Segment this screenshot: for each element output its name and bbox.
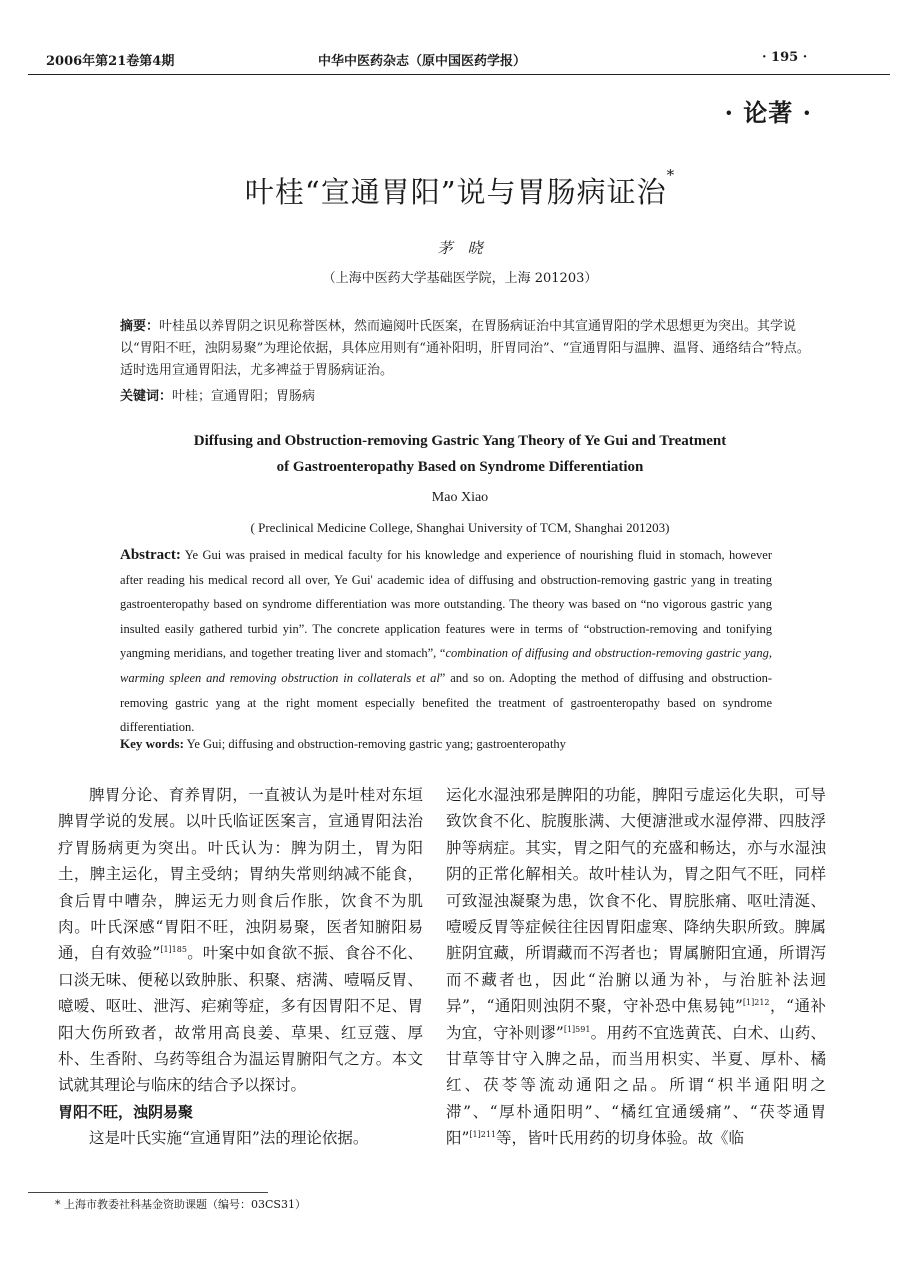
body-paragraph: [446, 782, 826, 1152]
title-footnote-mark: *: [666, 166, 676, 184]
abstract-en-text-a: Ye Gui was praised in medical faculty for his knowledge and experience of nourishing fluid in stomach, however after reading his medical record all over, Ye Gui' academic idea of diffusing and obstruction-removing gastric yang in treating gastroenteropathy based on syndrome differentiation was more outstanding. The theory was based on “no vigorous gastric yang insulted easily gathered turbid yin”. The concrete application features were in terms of “obstruction-removing and tonifying yangming meridians, and together treating liver and stomach”, “: [120, 548, 772, 661]
journal-name: 中华中医药杂志（原中国医药学报）: [318, 54, 527, 69]
body-paragraph: 这是叶氏实施“宣通胃阳”法的理论依据。: [89, 1129, 369, 1148]
body-text: ，“通补为宜，守补则谬”: [446, 997, 826, 1042]
abstract-en-text-italic: combination of diffusing and obstruction-removing gastric yang, warming spleen and removing obstruction in collaterals et al: [120, 646, 772, 685]
article-title: [0, 166, 920, 211]
keywords-en: [120, 736, 780, 752]
body-text: 。叶案中如食欲不振、食谷不化、口淡无味、便秘以致肿胀、积聚、痞满、噎嗝反胃、噫嗳、呕吐、泄泻、疟痢等症，多有因胃阳不足、胃阳大伤所致者，故常用高良姜、草果、红豆蔻、厚朴、生香附、乌药等组合为温运胃腑阳气之方。本文试就其理论与临床的结合予以探讨。: [58, 944, 423, 1095]
keywords-cn-label: 关键词：: [120, 389, 173, 404]
abstract-cn-label: 摘要：: [120, 319, 160, 334]
body-text: 。用药不宜选黄芪、白术、山药、甘草等甘守入脾之品，而当用枳实、半夏、厚朴、橘红、茯苓等流动通阳之品。所谓“枳半通阳明之滞”、“厚朴通阳明”、“橘红宜通缓痛”、“茯苓通胃阳”: [446, 1023, 826, 1148]
body-right-column: [446, 782, 826, 1152]
body-text: 脾胃分论、育养胃阴，一直被认为是叶桂对东垣脾胃学说的发展。以叶氏临证医案言，宣通胃阳法治疗胃肠病更为突出。叶氏认为：脾为阴土，胃为阳土，脾主运化，胃主受纳；胃纳失常则纳减不能食，食后胃中嘈杂，脾运无力则食后作胀，饮食不为肌肉。叶氏深感“胃阳不旺，浊阴易聚，医者知腑阳易通，自有效验”: [58, 786, 423, 963]
page-number: · 195 ·: [762, 50, 808, 65]
body-text: 运化水湿浊邪是脾阳的功能，脾阳亏虚运化失职，可导致饮食不化、脘腹胀满、大便溏泄或水湿停滞、四肢浮肿等病症。其实，胃之阳气的充盛和畅达，亦与水湿浊阴的正常化解相关。故叶桂认为，胃之阳气不旺，同样可致湿浊凝聚为患，饮食不化、胃脘胀痛、呕吐清涎、噎嗳反胃等症候往往因胃阳虚寒、降纳失职所致。脾属脏阴宜藏，所谓藏而不泻者也；胃属腑阳宜通，所谓泻而不藏者也，因此“治腑以通为补，与治脏补法迥异”，“通阳则浊阴不聚，守补恐中焦易钝”: [446, 786, 826, 1016]
journal-issue: 2006年第21卷第4期: [46, 54, 175, 69]
keywords-en-text: Ye Gui; diffusing and obstruction-removing gastric yang; gastroenteropathy: [183, 737, 566, 751]
abstract-en-text-b: ” and so on. Adopting the method of diffusing and obstruction-removing gastric yang at the right moment especially benefited the treatment of gastroenteropathy based on syndrome differentiation.: [120, 670, 772, 735]
article-title-text: 叶桂“宣通胃阳”说与胃肠病证治: [244, 175, 667, 209]
english-affiliation: ( Preclinical Medicine College, Shanghai University of TCM, Shanghai 201203): [250, 520, 670, 535]
header-rule: [28, 74, 890, 75]
citation: [1]591: [563, 1024, 591, 1034]
citation: [1]185: [160, 945, 187, 955]
footnote-rule: [28, 1192, 268, 1193]
author: 茅 晓: [437, 239, 483, 257]
body-text: 等，皆叶氏用药的切身体验。故《临: [496, 1129, 745, 1148]
english-author: Mao Xiao: [431, 490, 489, 505]
keywords-cn: [120, 385, 810, 404]
english-title-line2: of Gastroenteropathy Based on Syndrome Differentiation: [276, 459, 644, 475]
abstract-en-label: Abstract:: [120, 547, 181, 563]
subheading: 胃阳不旺，浊阴易聚: [58, 1102, 194, 1121]
abstract-en: [120, 543, 772, 740]
footnote: * 上海市教委社科基金资助课题（编号：03CS31）: [55, 1198, 306, 1211]
citation: [1]212: [742, 998, 770, 1008]
citation: [1]211: [469, 1130, 497, 1140]
body-paragraph: [58, 782, 423, 1099]
body-left-column: [58, 782, 423, 1152]
keywords-cn-text: 叶桂；宣通胃阳；胃肠病: [172, 389, 316, 404]
keywords-en-label: Key words:: [120, 736, 184, 751]
english-title: [0, 428, 920, 480]
abstract-cn-text: 叶桂虽以养胃阴之识见称誉医林，然而遍阅叶氏医案，在胃肠病证治中其宣通胃阳的学术思想更为突出。其学说以“胃阳不旺，浊阴易聚”为理论依据，具体应用则有“通补阳明，肝胃同治”、“宣通胃阳与温脾、温肾、通络结合”特点。适时选用宣通胃阳法，尤多裨益于胃肠病证治。: [120, 319, 810, 378]
abstract-cn: [120, 316, 810, 382]
section-label: · 论著 ·: [724, 98, 812, 127]
affiliation: （上海中医药大学基础医学院，上海 201203）: [322, 271, 598, 286]
english-title-line1: Diffusing and Obstruction-removing Gastric Yang Theory of Ye Gui and Treatment: [193, 433, 727, 449]
